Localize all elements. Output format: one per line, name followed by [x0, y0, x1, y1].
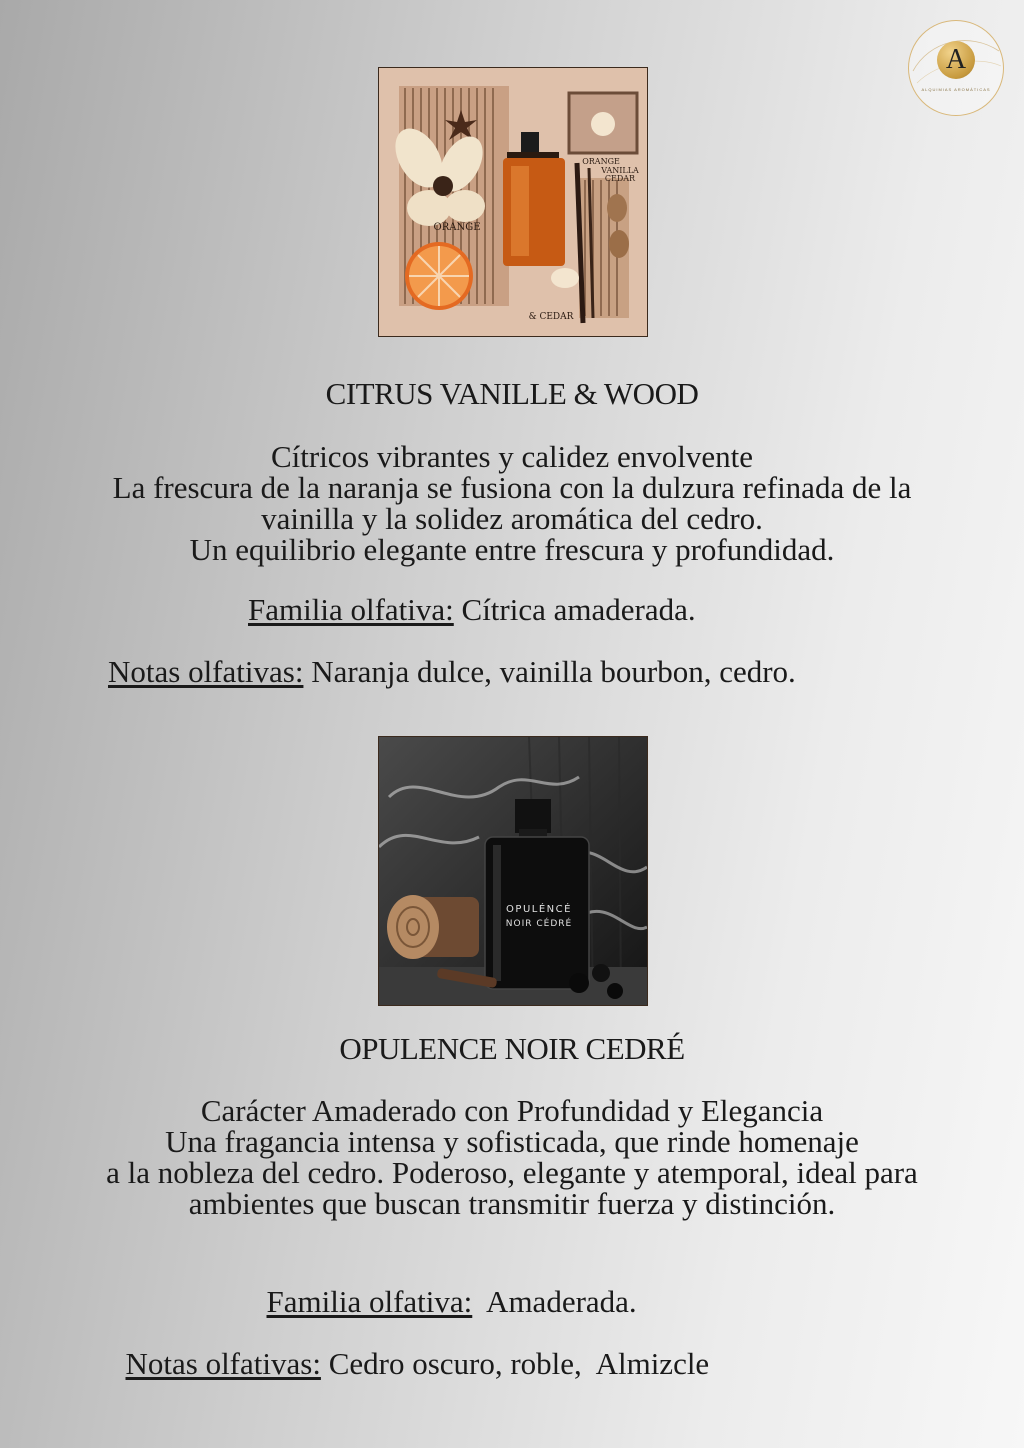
product-title: OPULENCE NOIR CEDRÉ — [339, 1031, 685, 1066]
orange-slice-icon — [405, 242, 473, 310]
product-description — [0, 1095, 1024, 1219]
description-line: Carácter Amaderado con Profundidad y Elegancia — [200, 1093, 824, 1128]
product-description — [0, 441, 1024, 565]
bottle-label: NOIR CÉDRÉ — [505, 919, 573, 929]
family-label: Familia olfativa: — [266, 1284, 473, 1319]
description-line: a la nobleza del cedro. Poderoso, elegante y atemporal, ideal para — [106, 1155, 918, 1190]
description-line: Un equilibrio elegante entre frescura y profundidad. — [189, 532, 835, 567]
image-label: VANILLA — [601, 166, 639, 175]
cedar-log-icon — [387, 895, 479, 959]
product-image-citrus — [378, 67, 648, 337]
bottle-label: OPULÉNCÉ — [506, 904, 572, 915]
notes-label: Notas olfativas: — [108, 654, 304, 689]
olfactory-family — [248, 592, 696, 628]
image-label: ORANGE — [582, 157, 620, 166]
description-line: Cítricos vibrantes y calidez envolvente — [270, 439, 754, 474]
logo-letter: A — [937, 41, 975, 79]
olfactory-notes — [110, 1310, 709, 1382]
perfume-bottle-orange — [503, 132, 565, 266]
image-label: ORANGE — [433, 222, 481, 233]
notes-value: Cedro oscuro, roble, Almizcle — [320, 1346, 710, 1381]
image-label: CEDAR — [604, 174, 636, 183]
family-value: Cítrica amaderada. — [453, 592, 696, 627]
description-line: ambientes que buscan transmitir fuerza y distinción. — [188, 1186, 836, 1221]
logo-subtitle: ALQUIMIAS AROMÁTICAS — [921, 87, 991, 92]
image-label: & CEDAR — [528, 312, 574, 322]
description-line: vainilla y la solidez aromática del cedro. — [261, 501, 763, 536]
product-title: CITRUS VANILLE & WOOD — [325, 376, 699, 411]
notes-value: Naranja dulce, vainilla bourbon, cedro. — [303, 654, 796, 689]
description-line: La frescura de la naranja se fusiona con la dulzura refinada de la — [112, 470, 912, 505]
family-value: Amaderada. — [472, 1284, 637, 1319]
family-label: Familia olfativa: — [248, 592, 454, 627]
brand-logo — [908, 20, 1004, 116]
description-line: Una fragancia intensa y sofisticada, que rinde homenaje — [165, 1124, 859, 1159]
notes-label: Notas olfativas: — [125, 1346, 321, 1381]
olfactory-notes — [108, 654, 796, 690]
product-image-opulence — [378, 736, 648, 1006]
